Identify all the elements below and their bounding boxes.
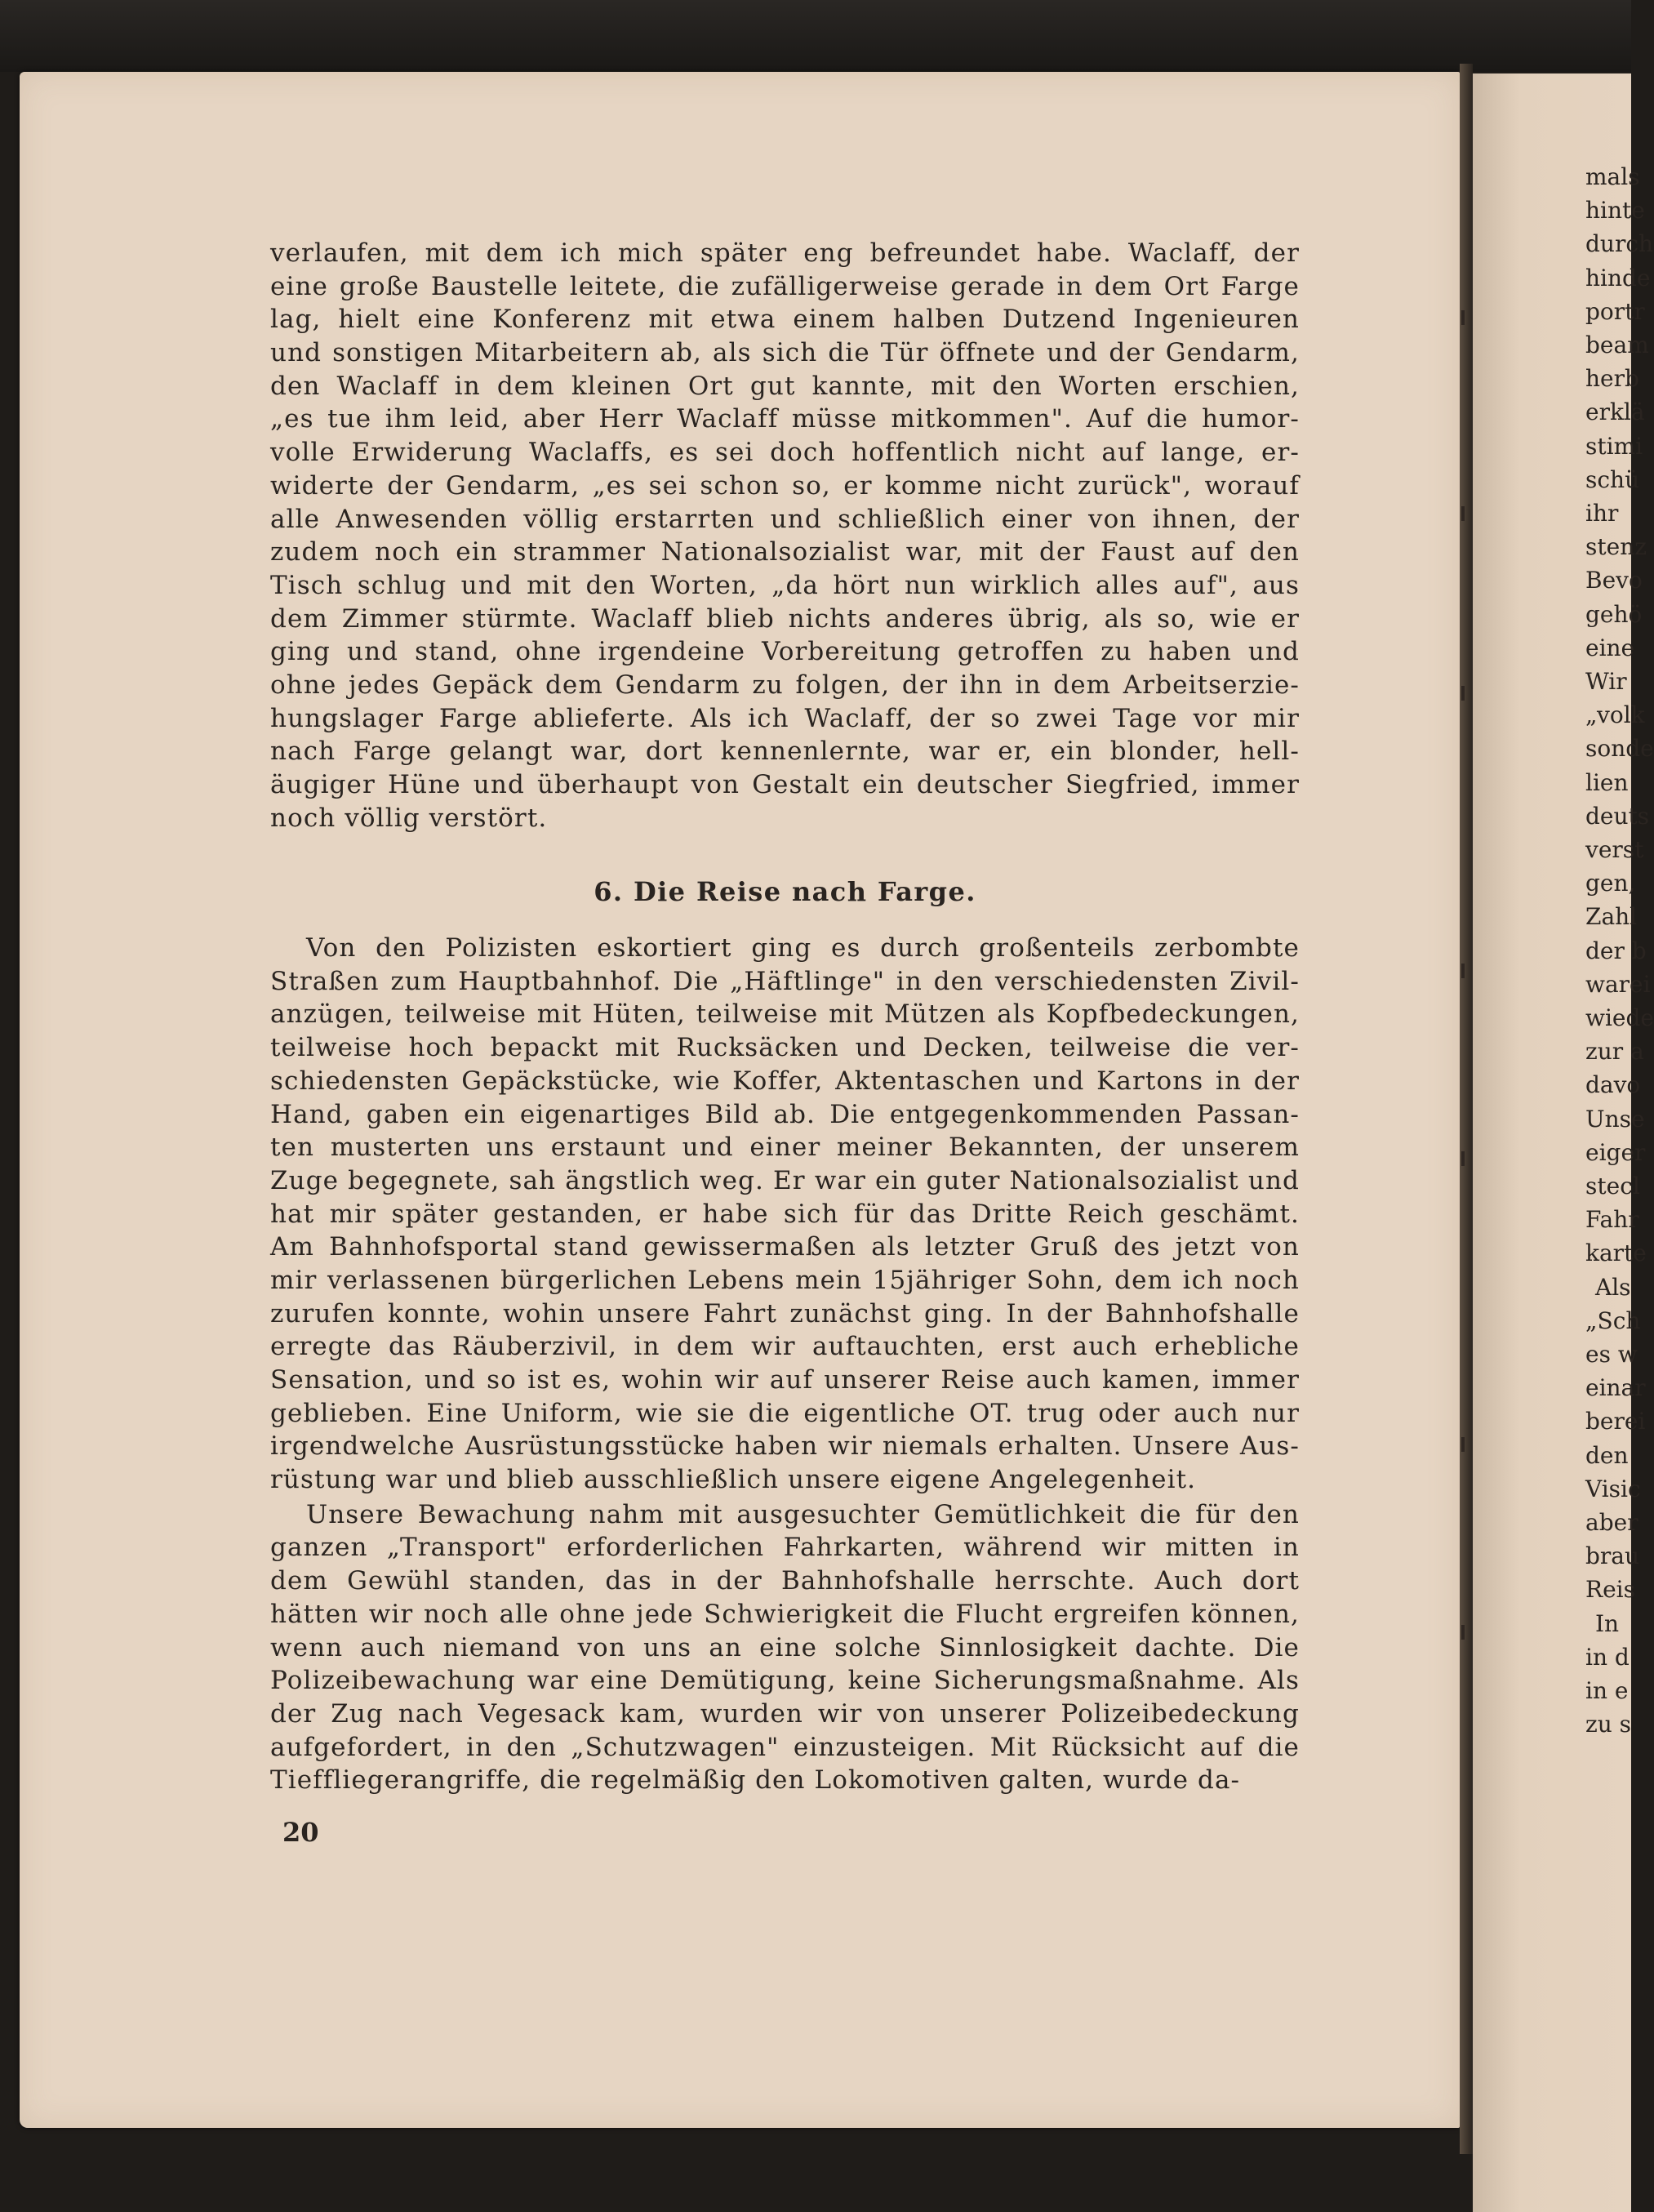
next-page-fragment: davo — [1585, 1071, 1641, 1099]
next-page-fragment: berei — [1585, 1408, 1646, 1435]
next-page-fragment: beam — [1585, 332, 1649, 358]
next-page-fragment: ihr — [1585, 500, 1619, 527]
text-line: alle Anwesenden völlig erstarrten und schließlich einer von ihnen, der — [270, 504, 1300, 534]
next-page-fragment: stenz — [1585, 533, 1647, 561]
next-page-fragment: mals — [1585, 163, 1640, 190]
book-page-right-edge — [1473, 73, 1654, 2212]
text-line: Am Bahnhofsportal stand gewissermaßen als letzter Gruß des jetzt von — [270, 1232, 1300, 1262]
next-page-fragment: Zahl — [1585, 903, 1638, 931]
next-page-fragment: „volk — [1585, 701, 1645, 729]
next-page-fragment: eine — [1585, 634, 1635, 661]
paragraph-2 — [270, 932, 1300, 1497]
text-line: eine große Baustelle leitete, die zufälligerweise gerade in dem Ort Farge — [270, 271, 1300, 301]
next-page-fragment: zur a — [1585, 1038, 1644, 1066]
text-line: der Zug nach Vegesack kam, wurden wir von unserer Polizeibedeckung — [270, 1698, 1300, 1729]
body-text — [270, 237, 1300, 1797]
text-line: noch völlig verstört. — [270, 803, 548, 833]
page-number: 20 — [282, 1817, 319, 1848]
next-page-fragment: herb — [1585, 365, 1639, 393]
margin-mark — [1461, 686, 1465, 701]
next-page-fragment: in d — [1585, 1643, 1630, 1671]
next-page-fragment: Visic — [1585, 1475, 1641, 1502]
paragraph-1 — [270, 237, 1300, 835]
text-line: geblieben. Eine Uniform, wie sie die eigentliche OT. trug oder auch nur — [270, 1398, 1300, 1428]
text-line: Sensation, und so ist es, wohin wir auf unserer Reise auch kamen, immer — [270, 1365, 1300, 1395]
text-line: Von den Polizisten eskortiert ging es durch großenteils zerbombte — [306, 933, 1300, 964]
next-page-fragment: den — [1585, 1441, 1629, 1469]
text-line: aufgefordert, in den „Schutzwagen" einzusteigen. Mit Rücksicht auf die — [270, 1732, 1300, 1762]
text-line: den Waclaff in dem kleinen Ort gut kannte, mit den Worten erschien, — [270, 371, 1300, 401]
text-line: erregte das Räuberzivil, in dem wir auftauchten, erst auch erhebliche — [270, 1332, 1300, 1362]
next-page-fragment: Fahr — [1585, 1206, 1639, 1234]
margin-mark — [1461, 1151, 1465, 1166]
next-page-fragment: Unse — [1585, 1105, 1645, 1133]
next-page-fragment: brau — [1585, 1542, 1640, 1570]
margin-mark — [1461, 964, 1465, 978]
text-line: Hand, gaben ein eigenartiges Bild ab. Die entgegenkommenden Passan- — [270, 1099, 1300, 1129]
text-line: Straßen zum Hauptbahnhof. Die „Häftlinge" in den verschiedensten Zivil- — [270, 966, 1300, 996]
text-line: volle Erwiderung Waclaffs, es sei doch hoffentlich nicht auf lange, er- — [270, 438, 1300, 468]
text-line: „es tue ihm leid, aber Herr Waclaff müsse mitkommen". Auf die humor- — [270, 404, 1300, 434]
section-heading: 6. Die Reise nach Farge. — [594, 876, 976, 908]
next-page-fragment: karte — [1585, 1240, 1647, 1267]
text-line: dem Zimmer stürmte. Waclaff blieb nichts anderes übrig, als so, wie er — [270, 603, 1300, 634]
next-page-fragment: eiger — [1585, 1138, 1646, 1166]
paragraph-3 — [270, 1498, 1300, 1797]
text-line: teilweise hoch bepackt mit Rucksäcken und Decken, teilweise die ver- — [270, 1033, 1300, 1063]
next-page-fragment: der b — [1585, 937, 1647, 964]
text-line: äugiger Hüne und überhaupt von Gestalt ein deutscher Siegfried, immer — [270, 770, 1300, 799]
next-page-fragment: deuts — [1585, 802, 1650, 830]
next-page-fragment: in e — [1585, 1677, 1629, 1704]
next-page-fragment: Bevo — [1585, 567, 1643, 594]
text-line: ten musterten uns erstaunt und einer meiner Bekannten, der unserem — [270, 1133, 1300, 1163]
text-line: Zuge begegnete, sah ängstlich weg. Er war ein guter Nationalsozialist und — [270, 1165, 1300, 1195]
text-line: zurufen konnte, wohin unsere Fahrt zunächst ging. In der Bahnhofshalle — [270, 1298, 1300, 1329]
next-page-fragment: zu s — [1585, 1711, 1632, 1738]
next-page-fragment: portr — [1585, 297, 1645, 325]
text-line: ohne jedes Gepäck dem Gendarm zu folgen, der ihn in dem Arbeitserzie- — [270, 670, 1300, 700]
text-line: ganzen „Transport" erforderlichen Fahrkarten, während wir mitten in — [270, 1533, 1300, 1563]
text-line: verlaufen, mit dem ich mich später eng befreundet habe. Waclaff, der — [270, 238, 1300, 268]
text-line: und sonstigen Mitarbeitern ab, als sich die Tür öffnete und der Gendarm, — [270, 338, 1300, 368]
next-page-fragment: „Sch — [1585, 1306, 1641, 1334]
next-page-fragment: warei — [1585, 970, 1651, 998]
next-page-fragment: einar — [1585, 1374, 1646, 1402]
text-line: hat mir später gestanden, er habe sich für das Dritte Reich geschämt. — [270, 1199, 1300, 1229]
next-page-fragment: Wir — [1585, 668, 1627, 695]
next-page-fragment: verst — [1585, 836, 1644, 863]
next-page-fragment: aber — [1585, 1509, 1638, 1536]
margin-mark — [1461, 1437, 1465, 1452]
text-line: Polizeibewachung war eine Demütigung, keine Sicherungsmaßnahme. Als — [270, 1666, 1300, 1696]
next-page-fragment: stimi — [1585, 432, 1643, 460]
text-line: lag, hielt eine Konferenz mit etwa einem halben Dutzend Ingenieuren — [270, 305, 1300, 335]
text-line: dem Gewühl standen, das in der Bahnhofshalle herrschte. Auch dort — [270, 1566, 1300, 1596]
text-line: widerte der Gendarm, „es sei schon so, er komme nicht zurück", worauf — [270, 470, 1300, 501]
next-page-fragment: erklä — [1585, 398, 1645, 426]
text-line: Unsere Bewachung nahm mit ausgesuchter Gemütlichkeit die für den — [306, 1499, 1300, 1529]
text-line: schiedensten Gepäckstücke, wie Koffer, Aktentaschen und Kartons in der — [270, 1066, 1300, 1096]
next-page-fragment: gehö — [1585, 600, 1643, 628]
margin-mark — [1461, 1625, 1465, 1640]
text-line: rüstung war und blieb ausschließlich unsere eigene Angelegenheit. — [270, 1465, 1197, 1495]
margin-mark — [1461, 506, 1465, 521]
next-page-fragment: stecl — [1585, 1173, 1640, 1199]
margin-mark — [1461, 310, 1465, 325]
next-page-fragment: durch — [1585, 230, 1654, 258]
text-line: irgendwelche Ausrüstungsstücke haben wir niemals erhalten. Unsere Aus- — [270, 1431, 1300, 1462]
text-line: zudem noch ein strammer Nationalsozialist war, mit der Faust auf den — [270, 537, 1300, 567]
text-line: Tisch schlug und mit den Worten, „da hört nun wirklich alles auf", aus — [270, 570, 1300, 600]
text-line: ging und stand, ohne irgendeine Vorbereitung getroffen zu haben und — [270, 637, 1300, 667]
next-page-fragment: hinde — [1585, 264, 1651, 292]
book-gutter — [1460, 64, 1473, 2154]
next-page-fragment: Als — [1595, 1273, 1631, 1301]
scan-background-top — [0, 0, 1631, 72]
text-line: hätten wir noch alle ohne jede Schwierigkeit die Flucht ergreifen können, — [270, 1599, 1300, 1629]
next-page-fragment: gen, — [1585, 870, 1636, 897]
next-page-fragment: schü — [1585, 465, 1640, 493]
text-line: anzügen, teilweise mit Hüten, teilweise mit Mützen als Kopfbedeckungen, — [270, 999, 1300, 1030]
next-page-fragment: lien — [1585, 768, 1629, 796]
text-line: nach Farge gelangt war, dort kennenlernte, war er, ein blonder, hell- — [270, 737, 1300, 767]
next-page-fragment: wiede — [1585, 1004, 1654, 1031]
text-line: mir verlassenen bürgerlichen Lebens mein 15jähriger Sohn, dem ich noch — [270, 1265, 1300, 1295]
next-page-fragment: sonde — [1585, 735, 1654, 763]
next-page-fragment: Reis — [1585, 1576, 1635, 1604]
next-page-fragment: es w — [1585, 1341, 1638, 1368]
text-line: hungslager Farge ablieferte. Als ich Waclaff, der so zwei Tage vor mir — [270, 703, 1300, 733]
text-line: Tieffliegerangriffe, die regelmäßig den Lokomotiven galten, wurde da- — [270, 1765, 1241, 1796]
next-page-fragment: In — [1595, 1609, 1620, 1637]
text-line: wenn auch niemand von uns an eine solche Sinnlosigkeit dachte. Die — [270, 1632, 1300, 1662]
next-page-fragment: hinte — [1585, 197, 1645, 225]
